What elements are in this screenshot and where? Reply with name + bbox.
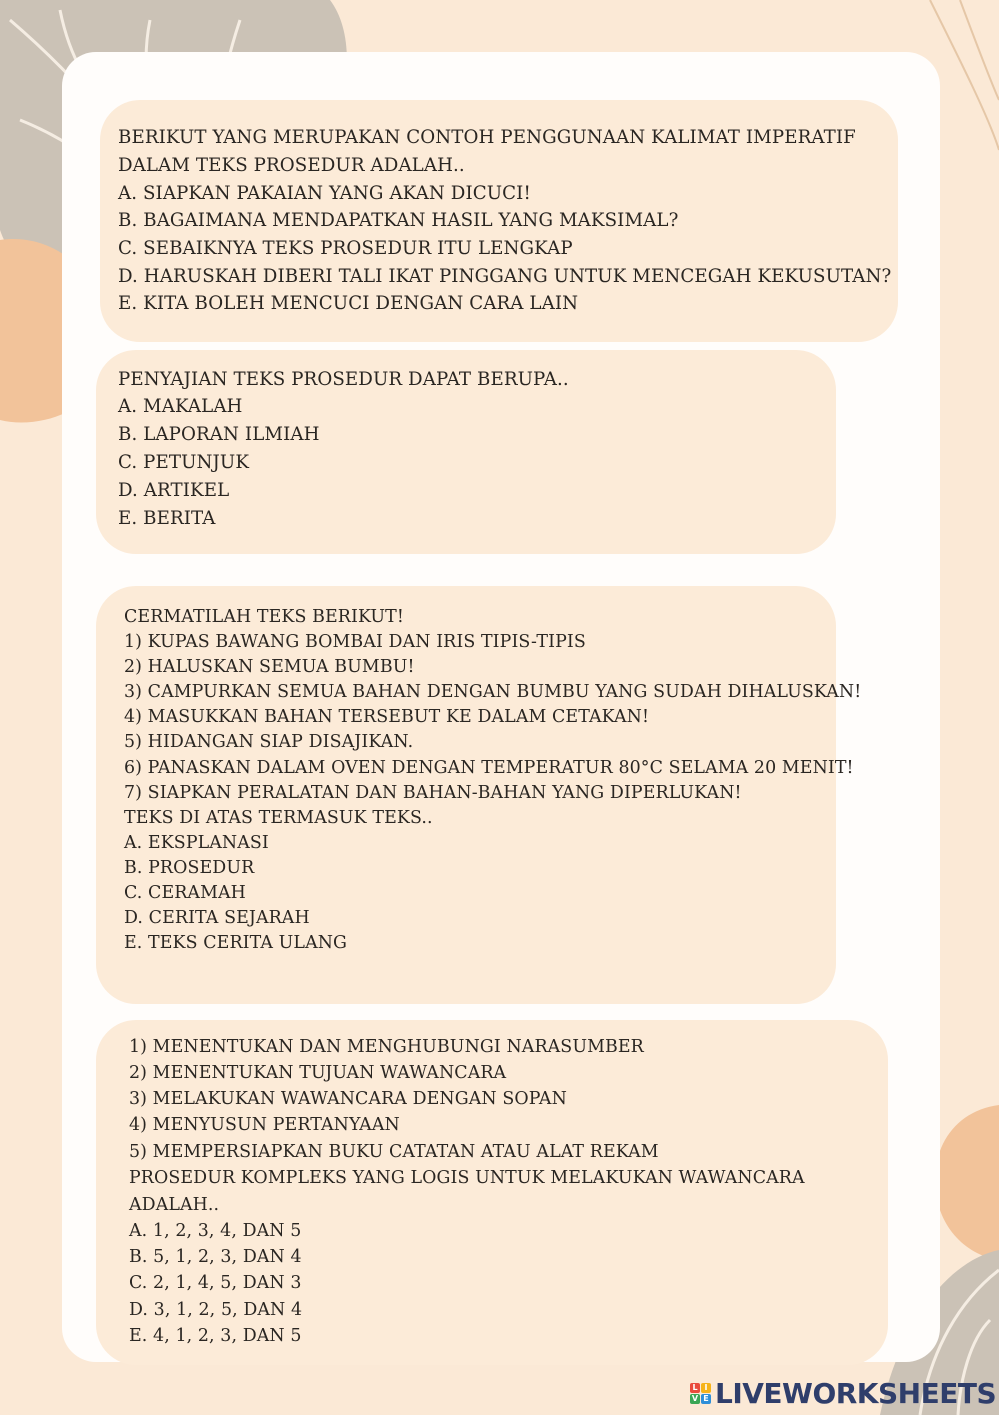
step-line: 5) HIDANGAN SIAP DISAJIKAN. <box>124 732 414 752</box>
question-1-text: DALAM TEKS PROSEDUR ADALAH.. <box>118 155 465 176</box>
logo-text: LIVEWORKSHEETS <box>715 1376 997 1410</box>
option-b: B. BAGAIMANA MENDAPATKAN HASIL YANG MAKSIMAL? <box>118 210 679 231</box>
step-line: 4) MASUKKAN BAHAN TERSEBUT KE DALAM CETAKAN! <box>124 707 650 727</box>
option-a: A. MAKALAH <box>118 396 243 417</box>
liveworksheets-logo[interactable] <box>690 1376 996 1410</box>
option-b: B. PROSEDUR <box>124 858 255 878</box>
question-card-4 <box>96 1020 888 1365</box>
peach-blob-right <box>935 1105 999 1260</box>
option-c: C. 2, 1, 4, 5, DAN 3 <box>129 1273 302 1293</box>
option-a: A. SIAPKAN PAKAIAN YANG AKAN DICUCI! <box>118 183 531 204</box>
step-line: 1) MENENTUKAN DAN MENGHUBUNGI NARASUMBER <box>129 1037 644 1057</box>
option-e: E. KITA BOLEH MENCUCI DENGAN CARA LAIN <box>118 293 579 314</box>
step-line: 2) MENENTUKAN TUJUAN WAWANCARA <box>129 1063 507 1083</box>
step-line: 3) MELAKUKAN WAWANCARA DENGAN SOPAN <box>129 1089 567 1109</box>
option-c: C. CERAMAH <box>124 883 246 903</box>
option-b: B. LAPORAN ILMIAH <box>118 424 320 445</box>
option-d: D. ARTIKEL <box>118 480 230 501</box>
logo-badge-letter: L <box>690 1383 700 1393</box>
option-d: D. HARUSKAH DIBERI TALI IKAT PINGGANG UNTUK MENCEGAH KEKUSUTAN? <box>118 266 892 287</box>
option-d: D. CERITA SEJARAH <box>124 908 310 928</box>
question-2-text: PENYAJIAN TEKS PROSEDUR DAPAT BERUPA.. <box>118 369 569 390</box>
option-a: A. 1, 2, 3, 4, DAN 5 <box>129 1221 302 1241</box>
logo-badge-letter: I <box>701 1383 711 1393</box>
step-line: 3) CAMPURKAN SEMUA BAHAN DENGAN BUMBU YANG SUDAH DIHALUSKAN! <box>124 682 862 702</box>
question-3-text: CERMATILAH TEKS BERIKUT! <box>124 607 404 627</box>
question-4-text: PROSEDUR KOMPLEKS YANG LOGIS UNTUK MELAKUKAN WAWANCARA <box>129 1168 805 1188</box>
step-line: 2) HALUSKAN SEMUA BUMBU! <box>124 657 415 677</box>
step-line: 4) MENYUSUN PERTANYAAN <box>129 1115 400 1135</box>
logo-badge-icon <box>690 1383 711 1404</box>
question-card-2 <box>96 350 836 554</box>
question-card-3 <box>96 586 862 1004</box>
question-card-1 <box>100 100 898 342</box>
question-3-prompt: TEKS DI ATAS TERMASUK TEKS.. <box>124 808 433 828</box>
step-line: 6) PANASKAN DALAM OVEN DENGAN TEMPERATUR 80°C SELAMA 20 MENIT! <box>124 758 854 778</box>
logo-badge-letter: V <box>691 1393 699 1403</box>
option-c: C. PETUNJUK <box>118 452 250 473</box>
option-a: A. EKSPLANASI <box>124 833 269 853</box>
option-e: E. BERITA <box>118 508 216 529</box>
question-4-text: ADALAH.. <box>129 1195 220 1215</box>
logo-badge-letter: E <box>701 1394 711 1404</box>
option-d: D. 3, 1, 2, 5, DAN 4 <box>129 1300 303 1320</box>
step-line: 5) MEMPERSIAPKAN BUKU CATATAN ATAU ALAT REKAM <box>129 1142 659 1162</box>
line-art-right <box>930 0 999 150</box>
question-1-text: BERIKUT YANG MERUPAKAN CONTOH PENGGUNAAN KALIMAT IMPERATIF <box>118 127 856 148</box>
step-line: 1) KUPAS BAWANG BOMBAI DAN IRIS TIPIS-TIPIS <box>124 632 586 652</box>
option-e: E. TEKS CERITA ULANG <box>124 933 348 953</box>
option-b: B. 5, 1, 2, 3, DAN 4 <box>129 1247 302 1267</box>
option-e: E. 4, 1, 2, 3, DAN 5 <box>129 1326 302 1346</box>
option-c: C. SEBAIKNYA TEKS PROSEDUR ITU LENGKAP <box>118 238 573 259</box>
step-line: 7) SIAPKAN PERALATAN DAN BAHAN-BAHAN YANG DIPERLUKAN! <box>124 783 742 803</box>
